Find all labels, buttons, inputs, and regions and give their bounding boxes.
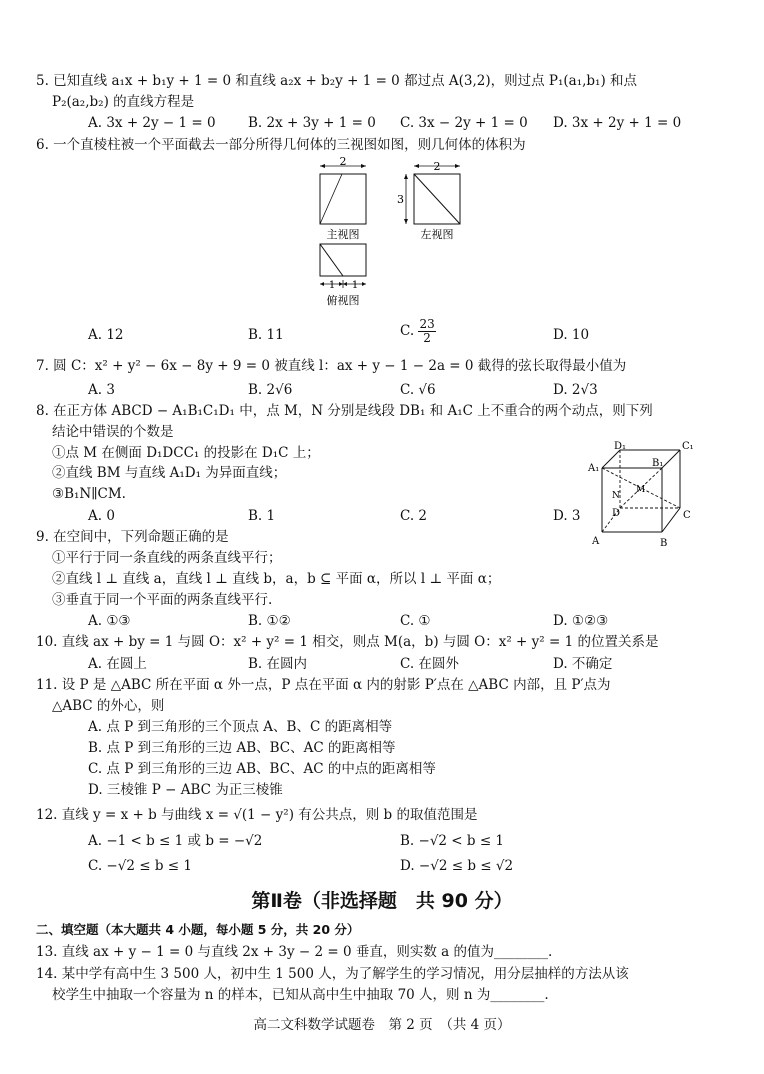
q8-stem-line2: 结论中错误的个数是 — [52, 424, 174, 440]
q9-option-b: B. ①② — [248, 613, 291, 629]
q5-stem-line2: P₂(a₂,b₂) 的直线方程是 — [52, 94, 195, 110]
side-view — [397, 160, 460, 241]
label-B1: B₁ — [652, 458, 664, 469]
label-C1: C₁ — [682, 441, 694, 452]
q9-statement-1: ①平行于同一条直线的两条直线平行； — [52, 550, 282, 566]
q9-stem: 9. 在空间中，下列命题正确的是 — [36, 529, 229, 545]
q10-stem: 10. 直线 ax + by = 1 与圆 O：x² + y² = 1 相交，则点 M(a，b) 与圆 O：x² + y² = 1 的位置关系是 — [36, 634, 659, 650]
dim-front-width: 2 — [339, 156, 347, 168]
q5-option-a: A. 3x + 2y − 1 = 0 — [88, 115, 216, 131]
q11-stem-line1: 11. 设 P 是 △ABC 所在平面 α 外一点，P 点在平面 α 内的射影 P′点在 △ABC 内部，且 P′点为 — [36, 677, 611, 693]
label-D: D — [612, 508, 621, 519]
q9-statement-3: ③垂直于同一个平面的两条直线平行. — [52, 592, 273, 608]
q14-line2: 校学生中抽取一个容量为 n 的样本，已知从高中生中抽取 70 人，则 n 为________. — [52, 987, 549, 1003]
q8-stem-line1: 8. 在正方体 ABCD − A₁B₁C₁D₁ 中，点 M，N 分别是线段 DB₁ 和 A₁C 上不重合的两个动点，则下列 — [36, 403, 653, 419]
q5-option-b: B. 2x + 3y + 1 = 0 — [248, 115, 376, 131]
q7-stem: 7. 圆 C：x² + y² − 6x − 8y + 9 = 0 被直线 l：ax + y − 1 − 2a = 0 截得的弦长取得最小值为 — [36, 358, 627, 374]
q6-stem: 6. 一个直棱柱被一个平面截去一部分所得几何体的三视图如图，则几何体的体积为 — [36, 137, 526, 153]
q11-option-d: D. 三棱锥 P − ABC 为正三棱锥 — [88, 782, 283, 798]
front-view — [320, 156, 366, 241]
q8-statement-1: ①点 M 在侧面 D₁DCC₁ 的投影在 D₁C 上； — [52, 445, 320, 461]
fill-in-header: 二、填空题（本大题共 4 小题，每小题 5 分，共 20 分） — [36, 922, 360, 937]
cube-figure — [582, 440, 702, 552]
label-N: N — [612, 491, 620, 501]
dim-side-height: 3 — [397, 193, 404, 206]
top-view — [320, 244, 366, 307]
three-view-figure — [300, 156, 480, 312]
label-A1: A₁ — [588, 463, 600, 474]
q5-stem-line1: 5. 已知直线 a₁x + b₁y + 1 = 0 和直线 a₂x + b₂y + 1 = 0 都过点 A(3,2)，则过点 P₁(a₁,b₁) 和点 — [36, 73, 638, 89]
label-D1: D₁ — [614, 441, 627, 452]
q10-option-b: B. 在圆内 — [248, 656, 308, 672]
q8-statement-3: ③B₁N∥CM. — [52, 486, 126, 502]
q5-option-c: C. 3x − 2y + 1 = 0 — [400, 115, 528, 131]
dim-top-left: 1 — [328, 280, 336, 291]
q7-option-b: B. 2√6 — [248, 382, 293, 398]
q5-option-d: D. 3x + 2y + 1 = 0 — [553, 115, 682, 131]
q12-stem: 12. 直线 y = x + b 与曲线 x = √(1 − y²) 有公共点，则 b 的取值范围是 — [36, 807, 478, 823]
front-view-label: 主视图 — [326, 228, 360, 241]
q8-option-c: C. 2 — [400, 508, 428, 524]
q12-option-c: C. −√2 ≤ b ≤ 1 — [88, 858, 192, 874]
label-C: C — [683, 510, 691, 521]
page-footer: 高二文科数学试题卷 第 2 页 （共 4 页） — [253, 1017, 511, 1033]
q10-option-c: C. 在圆外 — [400, 656, 459, 672]
q9-statement-2: ②直线 l ⊥ 直线 a，直线 l ⊥ 直线 b，a，b ⊆ 平面 α，所以 l ⊥ 平面 α； — [52, 571, 501, 587]
q8-option-d: D. 3 — [553, 508, 581, 524]
q11-stem-line2: △ABC 的外心，则 — [52, 698, 165, 714]
q6-option-b: B. 11 — [248, 327, 284, 343]
q11-option-b: B. 点 P 到三角形的三边 AB、BC、AC 的距离相等 — [88, 740, 396, 756]
side-view-label: 左视图 — [420, 228, 454, 241]
q8-statement-2: ②直线 BM 与直线 A₁D₁ 为异面直线； — [52, 465, 287, 481]
label-B: B — [660, 538, 668, 549]
section2-title: 第Ⅱ卷（非选择题 共 90 分） — [251, 890, 513, 912]
q10-option-d: D. 不确定 — [553, 656, 613, 672]
q9-option-c: C. ① — [400, 613, 431, 629]
q11-option-a: A. 点 P 到三角形的三个顶点 A、B、C 的距离相等 — [88, 719, 393, 735]
top-view-label: 俯视图 — [326, 294, 360, 307]
q6-option-d: D. 10 — [553, 327, 590, 343]
q14-line1: 14. 某中学有高中生 3 500 人，初中生 1 500 人，为了解学生的学习情况，用分层抽样的方法从该 — [36, 966, 629, 982]
q9-option-a: A. ①③ — [88, 613, 131, 629]
q8-option-a: A. 0 — [88, 508, 115, 524]
label-M: M — [636, 485, 646, 495]
q6-option-c-denominator: 2 — [423, 331, 431, 345]
q9-option-d: D. ①②③ — [553, 613, 609, 629]
q7-option-a: A. 3 — [88, 382, 115, 398]
dim-top-right: 1 — [351, 280, 359, 291]
dim-side-width: 2 — [433, 160, 441, 173]
q6-option-c-fraction — [418, 318, 435, 345]
q6-option-c-label: C. — [400, 323, 415, 339]
q7-option-d: D. 2√3 — [553, 382, 598, 398]
q12-option-a: A. −1 < b ≤ 1 或 b = −√2 — [88, 833, 263, 849]
q13-text: 13. 直线 ax + y − 1 = 0 与直线 2x + 3y − 2 = 0 垂直，则实数 a 的值为________. — [36, 944, 553, 960]
q11-option-c: C. 点 P 到三角形的三边 AB、BC、AC 的中点的距离相等 — [88, 761, 436, 777]
q6-option-c-numerator: 23 — [419, 317, 435, 331]
q7-option-c: C. √6 — [400, 382, 436, 398]
q12-option-b: B. −√2 < b ≤ 1 — [400, 833, 505, 849]
q12-option-d: D. −√2 ≤ b ≤ √2 — [400, 858, 514, 874]
q6-option-a: A. 12 — [88, 327, 124, 343]
q6-option-c — [400, 318, 436, 345]
q8-option-b: B. 1 — [248, 508, 276, 524]
label-A: A — [592, 536, 600, 547]
q10-option-a: A. 在圆上 — [88, 656, 147, 672]
